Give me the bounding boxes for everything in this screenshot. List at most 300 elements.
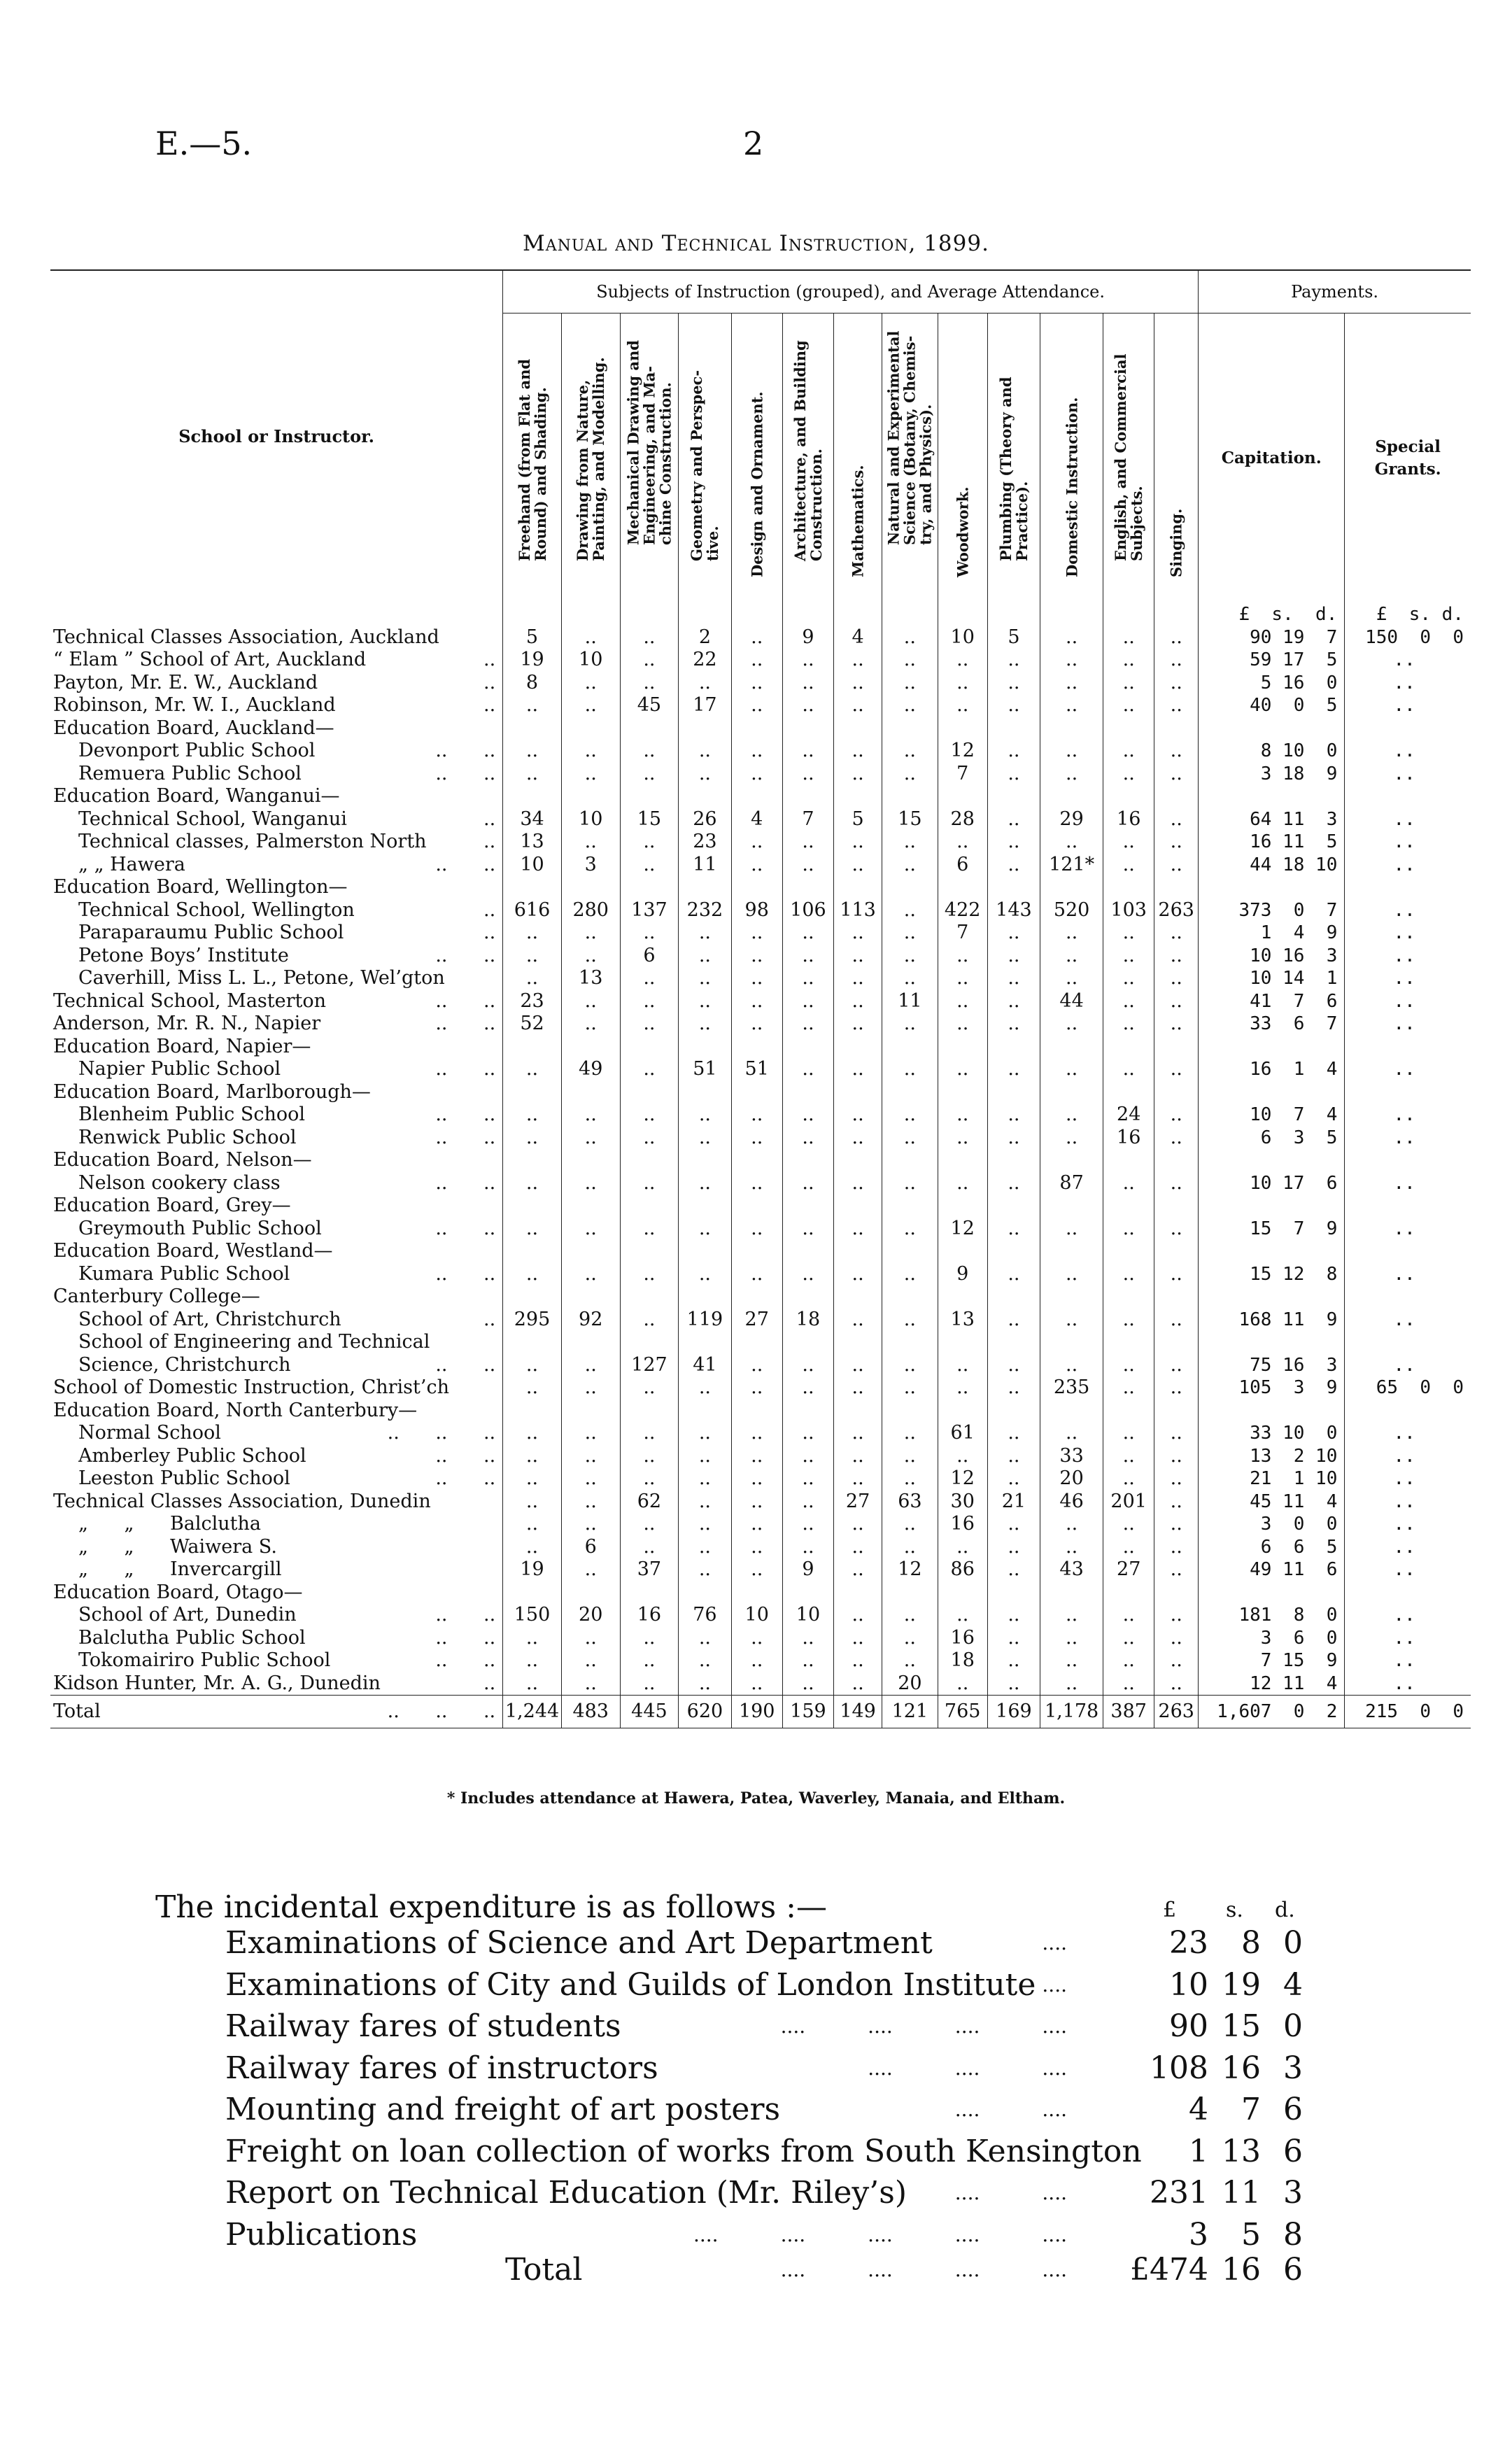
attendance-cell: ..: [1040, 1649, 1103, 1672]
attendance-cell: ..: [987, 1172, 1040, 1195]
attendance-cell: ..: [731, 1422, 782, 1445]
expenditure-item: Examinations of Science and Art Department .... 23 8 0: [225, 1925, 1303, 1961]
attendance-cell: ..: [1154, 1263, 1199, 1286]
attendance-cell: ..: [834, 945, 882, 968]
table-row: [50, 1149, 1471, 1172]
school-name: Technical School, Masterton .. ..: [53, 989, 496, 1012]
attendance-cell: [782, 717, 833, 740]
attendance-cell: ..: [620, 1172, 679, 1195]
attendance-cell: ..: [731, 854, 782, 877]
attendance-cell: ..: [620, 1627, 679, 1650]
attendance-cell: ..: [938, 831, 987, 854]
attendance-cell: ..: [1103, 649, 1154, 672]
attendance-cell: ..: [620, 649, 679, 672]
attendance-cell: [731, 785, 782, 808]
table-row: [50, 854, 1471, 877]
attendance-cell: [679, 1400, 731, 1423]
total-label: Total .. .. ..: [50, 1696, 503, 1728]
attendance-cell: ..: [782, 1445, 833, 1468]
total-cell: 263: [1154, 1696, 1199, 1728]
attendance-cell: ..: [1154, 1672, 1199, 1696]
attendance-cell: ..: [1040, 1127, 1103, 1150]
attendance-cell: ..: [620, 922, 679, 945]
attendance-cell: [1154, 1285, 1199, 1309]
attendance-cell: ..: [1103, 1422, 1154, 1445]
attendance-cell: ..: [987, 990, 1040, 1013]
attendance-cell: ..: [987, 831, 1040, 854]
attendance-cell: ..: [782, 967, 833, 990]
attendance-cell: [731, 1240, 782, 1263]
attendance-cell: 520: [1040, 899, 1103, 922]
attendance-cell: 5: [987, 626, 1040, 649]
attendance-cell: ..: [1154, 1491, 1199, 1514]
total-cell: 169: [987, 1696, 1040, 1728]
attendance-cell: ..: [503, 1467, 562, 1491]
attendance-cell: 13: [561, 967, 620, 990]
attendance-cell: ..: [1154, 1127, 1199, 1150]
attendance-cell: 37: [620, 1558, 679, 1581]
attendance-cell: ..: [1103, 967, 1154, 990]
table-row: [50, 922, 1471, 945]
attendance-cell: 119: [679, 1309, 731, 1332]
school-name: Education Board, Auckland—: [53, 717, 334, 739]
attendance-cell: [882, 1195, 938, 1218]
attendance-cell: [503, 1149, 562, 1172]
attendance-cell: ..: [834, 1263, 882, 1286]
attendance-cell: ..: [1154, 1354, 1199, 1377]
table-row: [50, 1127, 1471, 1150]
attendance-cell: ..: [1154, 990, 1199, 1013]
attendance-cell: ..: [882, 967, 938, 990]
attendance-cell: ..: [782, 1218, 833, 1241]
attendance-cell: [882, 785, 938, 808]
attendance-cell: [938, 1331, 987, 1354]
attendance-cell: 10: [782, 1604, 833, 1627]
capitation-cell: 45 11 4: [1199, 1491, 1345, 1514]
capitation-cell: 75 16 3: [1199, 1354, 1345, 1377]
attendance-cell: [679, 1195, 731, 1218]
attendance-cell: ..: [938, 945, 987, 968]
school-name: Payton, Mr. E. W., Auckland ..: [53, 671, 496, 693]
attendance-cell: ..: [882, 1354, 938, 1377]
attendance-cell: ..: [561, 1467, 620, 1491]
attendance-cell: ..: [561, 626, 620, 649]
capitation-cell: [1199, 1149, 1345, 1172]
grant-cell: ..: [1345, 1491, 1471, 1514]
attendance-cell: [679, 1081, 731, 1104]
capitation-cell: [1199, 1331, 1345, 1354]
attendance-cell: ..: [731, 1491, 782, 1514]
attendance-cell: [503, 1081, 562, 1104]
attendance-cell: ..: [987, 1309, 1040, 1332]
capitation-cell: [1199, 1581, 1345, 1605]
school-name: Blenheim Public School .. ..: [78, 1104, 496, 1125]
page-reference: E.—5.: [155, 125, 253, 162]
attendance-cell: [1040, 1081, 1103, 1104]
attendance-cell: ..: [503, 1445, 562, 1468]
attendance-cell: ..: [1103, 1354, 1154, 1377]
attendance-cell: [503, 1331, 562, 1354]
attendance-cell: ..: [731, 672, 782, 695]
attendance-cell: [1154, 1195, 1199, 1218]
school-name: Education Board, Westland—: [53, 1240, 333, 1262]
attendance-cell: ..: [782, 1172, 833, 1195]
page-number: 2: [743, 125, 764, 162]
attendance-cell: [782, 785, 833, 808]
school-name: School of Engineering and Technical: [78, 1331, 430, 1353]
attendance-cell: ..: [503, 1536, 562, 1559]
attendance-cell: 20: [561, 1604, 620, 1627]
grant-cell: ..: [1345, 1604, 1471, 1627]
attendance-cell: 43: [1040, 1558, 1103, 1581]
attendance-cell: ..: [987, 967, 1040, 990]
attendance-cell: [938, 1036, 987, 1059]
attendance-cell: 8: [503, 672, 562, 695]
attendance-cell: ..: [731, 1513, 782, 1536]
attendance-cell: ..: [882, 854, 938, 877]
attendance-cell: ..: [1154, 922, 1199, 945]
subject-header-13: Singing.: [1154, 313, 1199, 604]
table-row: [50, 740, 1471, 763]
capitation-cell: 64 11 3: [1199, 808, 1345, 831]
attendance-cell: [987, 1195, 1040, 1218]
attendance-cell: [679, 1285, 731, 1309]
attendance-cell: [782, 1195, 833, 1218]
attendance-cell: ..: [1154, 1604, 1199, 1627]
grant-cell: [1345, 1581, 1471, 1605]
attendance-cell: [987, 1036, 1040, 1059]
attendance-cell: 280: [561, 899, 620, 922]
school-name: Renwick Public School .. ..: [78, 1126, 496, 1148]
attendance-cell: ..: [731, 1013, 782, 1036]
attendance-cell: 23: [503, 990, 562, 1013]
school-name: Science, Christchurch .. ..: [78, 1353, 496, 1376]
attendance-cell: ..: [1154, 1218, 1199, 1241]
attendance-cell: ..: [620, 763, 679, 786]
attendance-cell: [1103, 1036, 1154, 1059]
attendance-cell: 616: [503, 899, 562, 922]
attendance-cell: [782, 1331, 833, 1354]
attendance-cell: 232: [679, 899, 731, 922]
attendance-cell: ..: [731, 1558, 782, 1581]
attendance-cell: [679, 1149, 731, 1172]
attendance-cell: 19: [503, 1558, 562, 1581]
attendance-cell: ..: [561, 694, 620, 717]
attendance-cell: ..: [882, 1649, 938, 1672]
school-name: Paraparaumu Public School ..: [78, 922, 496, 943]
attendance-cell: ..: [731, 1127, 782, 1150]
attendance-cell: ..: [882, 1104, 938, 1127]
attendance-cell: ..: [1103, 1649, 1154, 1672]
grant-cell: ..: [1345, 1467, 1471, 1491]
attendance-cell: 16: [1103, 808, 1154, 831]
attendance-cell: 76: [679, 1604, 731, 1627]
attendance-cell: ..: [1040, 1354, 1103, 1377]
attendance-cell: ..: [782, 1422, 833, 1445]
table-row: [50, 1013, 1471, 1036]
attendance-cell: [1040, 717, 1103, 740]
attendance-cell: [834, 1240, 882, 1263]
attendance-cell: [731, 876, 782, 899]
grant-cell: ..: [1345, 1172, 1471, 1195]
attendance-cell: ..: [1103, 1604, 1154, 1627]
total-row: [50, 1696, 1471, 1728]
attendance-cell: ..: [731, 945, 782, 968]
attendance-cell: ..: [1154, 1558, 1199, 1581]
attendance-cell: ..: [620, 1649, 679, 1672]
attendance-cell: ..: [731, 990, 782, 1013]
attendance-cell: ..: [882, 831, 938, 854]
attendance-cell: [938, 1149, 987, 1172]
attendance-cell: 10: [938, 626, 987, 649]
attendance-cell: ..: [782, 763, 833, 786]
attendance-cell: [561, 1581, 620, 1605]
attendance-cell: 143: [987, 899, 1040, 922]
attendance-cell: ..: [561, 1104, 620, 1127]
attendance-cell: ..: [882, 1513, 938, 1536]
attendance-cell: 16: [620, 1604, 679, 1627]
attendance-cell: ..: [1154, 626, 1199, 649]
grant-cell: [1345, 1149, 1471, 1172]
capitation-cell: 12 11 4: [1199, 1672, 1345, 1696]
attendance-cell: ..: [503, 1127, 562, 1150]
attendance-cell: 3: [561, 854, 620, 877]
capitation-cell: 49 11 6: [1199, 1558, 1345, 1581]
table-row: [50, 1263, 1471, 1286]
units-spacer: [503, 603, 562, 626]
attendance-cell: [620, 1285, 679, 1309]
attendance-cell: ..: [561, 672, 620, 695]
table-row: [50, 626, 1471, 649]
grant-cell: [1345, 717, 1471, 740]
attendance-cell: ..: [834, 831, 882, 854]
table-row: [50, 899, 1471, 922]
attendance-cell: ..: [1154, 1445, 1199, 1468]
attendance-cell: ..: [620, 1127, 679, 1150]
capitation-cell: 15 12 8: [1199, 1263, 1345, 1286]
attendance-cell: ..: [503, 1422, 562, 1445]
grant-cell: ..: [1345, 967, 1471, 990]
attendance-cell: ..: [731, 1218, 782, 1241]
table-row: [50, 808, 1471, 831]
capitation-cell: 6 3 5: [1199, 1127, 1345, 1150]
units-spacer: [1154, 603, 1199, 626]
attendance-cell: [882, 1581, 938, 1605]
attendance-cell: ..: [882, 945, 938, 968]
attendance-cell: ..: [1040, 740, 1103, 763]
capitation-cell: 16 11 5: [1199, 831, 1345, 854]
attendance-cell: ..: [679, 1376, 731, 1400]
capitation-cell: 33 10 0: [1199, 1422, 1345, 1445]
attendance-cell: [561, 1240, 620, 1263]
attendance-cell: ..: [620, 967, 679, 990]
attendance-cell: ..: [938, 1058, 987, 1081]
grant-cell: ..: [1345, 1013, 1471, 1036]
attendance-cell: ..: [620, 1104, 679, 1127]
table-row: [50, 1309, 1471, 1332]
attendance-cell: ..: [882, 1013, 938, 1036]
total-cell: 149: [834, 1696, 882, 1728]
attendance-cell: [834, 1400, 882, 1423]
attendance-cell: 29: [1040, 808, 1103, 831]
attendance-cell: 19: [503, 649, 562, 672]
attendance-cell: 22: [679, 649, 731, 672]
attendance-cell: [987, 785, 1040, 808]
school-name: Kidson Hunter, Mr. A. G., Dunedin ..: [53, 1672, 496, 1694]
attendance-cell: ..: [503, 1649, 562, 1672]
capitation-cell: [1199, 1195, 1345, 1218]
attendance-cell: ..: [731, 740, 782, 763]
attendance-cell: ..: [503, 763, 562, 786]
table-row: [50, 1581, 1471, 1605]
attendance-cell: [834, 1285, 882, 1309]
attendance-cell: 18: [938, 1649, 987, 1672]
grant-cell: ..: [1345, 899, 1471, 922]
attendance-cell: ..: [679, 1467, 731, 1491]
school-name: School of Art, Christchurch ..: [78, 1308, 496, 1330]
capitation-header: Capitation.: [1199, 313, 1345, 604]
attendance-cell: 2: [679, 626, 731, 649]
attendance-cell: [987, 1240, 1040, 1263]
attendance-cell: ..: [731, 1536, 782, 1559]
attendance-cell: ..: [1103, 1172, 1154, 1195]
table-row: [50, 1104, 1471, 1127]
table-row: [50, 876, 1471, 899]
grant-cell: ..: [1345, 922, 1471, 945]
attendance-cell: ..: [620, 990, 679, 1013]
attendance-cell: [620, 1195, 679, 1218]
payments-group-header: Payments.: [1199, 270, 1471, 313]
expenditure-item: Examinations of City and Guilds of London Institute .... 10 19 4: [225, 1966, 1303, 2003]
capitation-cell: 181 8 0: [1199, 1604, 1345, 1627]
capitation-cell: 90 19 7: [1199, 626, 1345, 649]
attendance-cell: ..: [938, 1127, 987, 1150]
attendance-cell: ..: [1103, 1058, 1154, 1081]
subject-header-6: Architecture, and Building Construction.: [782, 313, 833, 604]
attendance-cell: ..: [561, 945, 620, 968]
attendance-cell: ..: [561, 1672, 620, 1696]
school-name: “ Elam ” School of Art, Auckland ..: [53, 649, 496, 670]
attendance-cell: ..: [679, 1013, 731, 1036]
attendance-cell: [834, 1581, 882, 1605]
attendance-cell: 20: [1040, 1467, 1103, 1491]
attendance-cell: ..: [620, 1058, 679, 1081]
grant-cell: ..: [1345, 1309, 1471, 1332]
attendance-cell: ..: [834, 854, 882, 877]
attendance-cell: [782, 1036, 833, 1059]
attendance-cell: ..: [782, 694, 833, 717]
school-name: Technical Classes Association, Auckland: [53, 626, 439, 648]
grant-cell: ..: [1345, 740, 1471, 763]
attendance-cell: [561, 1081, 620, 1104]
attendance-cell: ..: [561, 1491, 620, 1514]
subject-header-2: Drawing from Nature, Painting, and Modelling.: [561, 313, 620, 604]
attendance-cell: ..: [679, 1649, 731, 1672]
attendance-cell: 16: [1103, 1127, 1154, 1150]
attendance-cell: 16: [938, 1513, 987, 1536]
table-row: [50, 1649, 1471, 1672]
units-spacer: [50, 603, 503, 626]
attendance-cell: ..: [882, 1172, 938, 1195]
capitation-cell: 6 6 5: [1199, 1536, 1345, 1559]
attendance-cell: ..: [834, 1127, 882, 1150]
total-cell: 483: [561, 1696, 620, 1728]
attendance-cell: ..: [834, 740, 882, 763]
special-grants-header: Special Grants.: [1345, 313, 1471, 604]
total-cell: 1,178: [1040, 1696, 1103, 1728]
units-spacer: [938, 603, 987, 626]
attendance-cell: [938, 785, 987, 808]
table-row: [50, 1195, 1471, 1218]
school-name: Education Board, Marlborough—: [53, 1080, 371, 1103]
attendance-cell: ..: [503, 922, 562, 945]
grant-cell: [1345, 1285, 1471, 1309]
attendance-cell: ..: [620, 672, 679, 695]
attendance-cell: ..: [1040, 1309, 1103, 1332]
attendance-cell: ..: [731, 1263, 782, 1286]
attendance-cell: ..: [679, 1558, 731, 1581]
attendance-cell: 12: [938, 1218, 987, 1241]
attendance-cell: ..: [679, 945, 731, 968]
attendance-cell: ..: [987, 672, 1040, 695]
capitation-cell: 3 6 0: [1199, 1627, 1345, 1650]
total-capitation: 1,607 0 2: [1199, 1696, 1345, 1728]
school-name: Napier Public School .. ..: [78, 1058, 496, 1080]
grant-cell: [1345, 1240, 1471, 1263]
attendance-cell: 11: [679, 854, 731, 877]
attendance-cell: [1154, 1149, 1199, 1172]
attendance-cell: ..: [1154, 967, 1199, 990]
attendance-cell: 106: [782, 899, 833, 922]
attendance-cell: [620, 876, 679, 899]
attendance-cell: ..: [503, 967, 562, 990]
total-cell: 620: [679, 1696, 731, 1728]
table-row: [50, 1445, 1471, 1468]
attendance-cell: ..: [731, 1627, 782, 1650]
attendance-cell: [782, 1081, 833, 1104]
attendance-cell: ..: [1103, 694, 1154, 717]
attendance-cell: ..: [503, 1058, 562, 1081]
attendance-cell: ..: [782, 1058, 833, 1081]
units-spacer: [561, 603, 620, 626]
table-row: [50, 945, 1471, 968]
attendance-cell: 98: [731, 899, 782, 922]
total-cell: 1,244: [503, 1696, 562, 1728]
attendance-cell: ..: [561, 990, 620, 1013]
attendance-cell: ..: [1040, 1013, 1103, 1036]
attendance-cell: [882, 717, 938, 740]
attendance-cell: 27: [731, 1309, 782, 1332]
attendance-cell: [503, 876, 562, 899]
attendance-cell: ..: [834, 1445, 882, 1468]
attendance-cell: ..: [503, 945, 562, 968]
attendance-cell: ..: [987, 1104, 1040, 1127]
attendance-cell: ..: [620, 1218, 679, 1241]
attendance-cell: ..: [882, 1467, 938, 1491]
attendance-cell: 86: [938, 1558, 987, 1581]
attendance-cell: ..: [1154, 808, 1199, 831]
attendance-cell: [731, 1081, 782, 1104]
attendance-cell: 11: [882, 990, 938, 1013]
attendance-cell: ..: [782, 1513, 833, 1536]
table-row: [50, 1558, 1471, 1581]
attendance-cell: ..: [1154, 740, 1199, 763]
attendance-cell: ..: [938, 967, 987, 990]
grant-cell: ..: [1345, 1536, 1471, 1559]
attendance-cell: [1040, 1285, 1103, 1309]
grant-cell: [1345, 785, 1471, 808]
attendance-cell: ..: [782, 1649, 833, 1672]
